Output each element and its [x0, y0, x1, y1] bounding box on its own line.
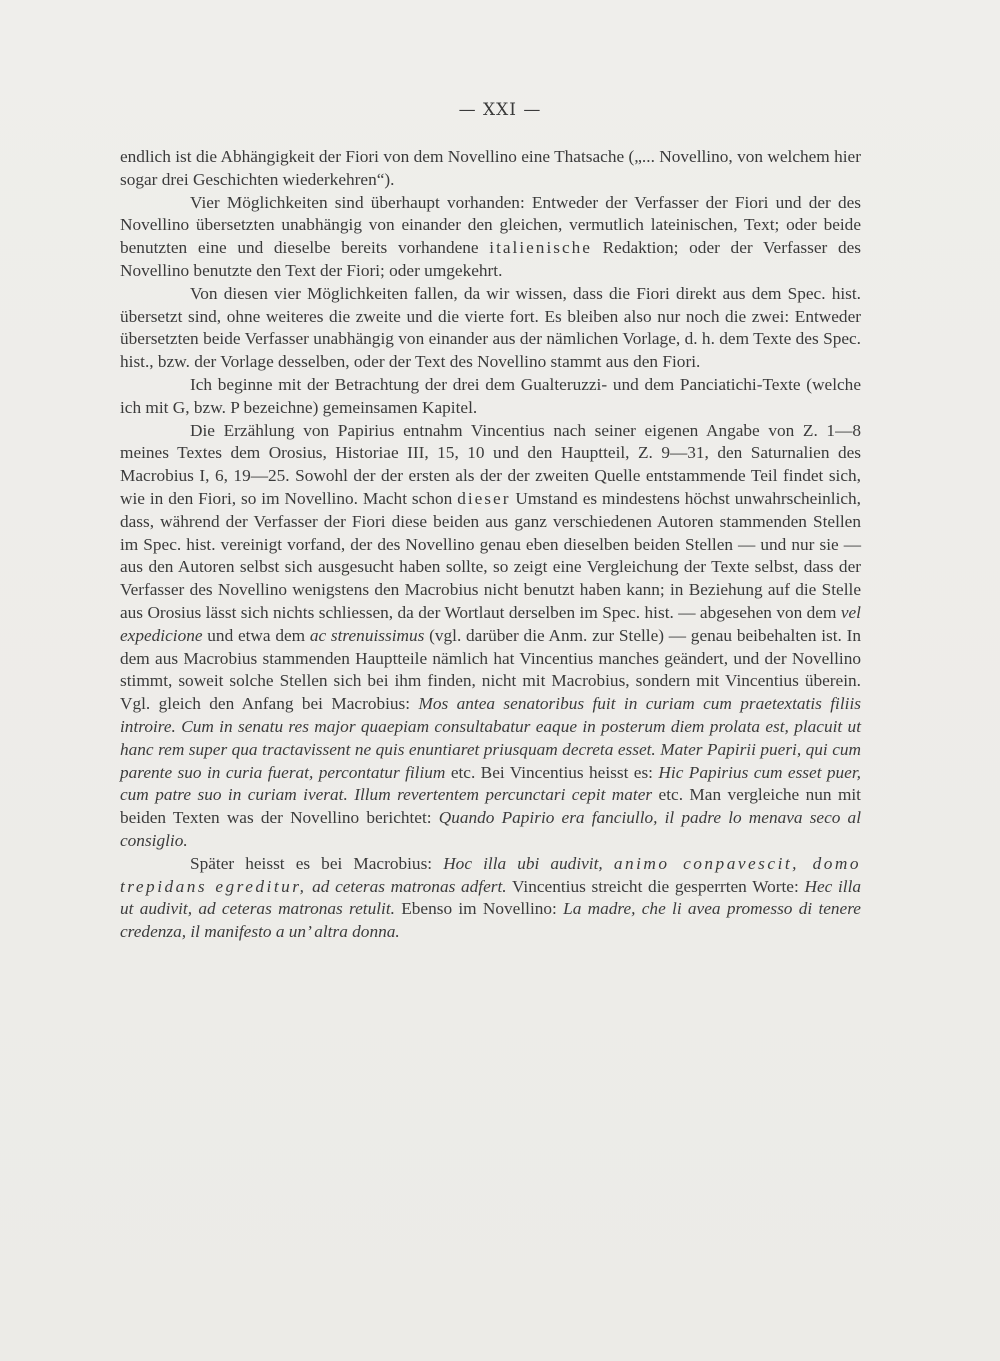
latin-quote: vel expedicione — [120, 602, 861, 645]
text-run: Ebenso im Novellino: — [394, 899, 564, 919]
text-run: Vincentius streicht die gesperrten Worte: — [506, 876, 805, 896]
body-text — [120, 146, 861, 944]
text-run: endlich ist die Abhängigkeit der Fiori von dem Novellino eine Thatsache („... Novellino, von welchem hier sogar drei Geschichten wiederkehren“). — [120, 147, 861, 189]
latin-quote: Hic Papirius cum esset puer, cum patre suo in curiam iverat. Illum revertentem percunctari cepit mater — [120, 762, 861, 805]
text-run: etc. Man vergleiche nun mit beiden Texten was der Novellino berichtet: — [120, 785, 861, 828]
paragraph — [120, 374, 861, 420]
text-run: italienische — [489, 238, 592, 258]
text-run: und etwa dem — [202, 625, 310, 645]
latin-quote: ad ceteras matronas adfert. — [306, 876, 507, 896]
latin-quote: animo conpavescit, domo trepidans egreditur, — [120, 853, 861, 896]
paragraph — [120, 420, 861, 853]
paragraph — [120, 853, 861, 944]
text-run: Später heisst es bei Macrobius: — [190, 853, 444, 873]
page-number: — XXI — — [458, 100, 542, 120]
paragraph — [120, 146, 861, 192]
latin-quote: Mos antea senatoribus fuit in curiam cum praetextatis filiis introire. Cum in senatu res major quaepiam consultabatur eaque in posterum diem prolata est, placuit ut hanc rem super qua tractavissent ne quis enuntiaret priusquam decreta esset. Mater Papirii pueri, qui cum parente suo in curia fuerat, percontatur filium — [120, 694, 861, 782]
text-run: Redaktion; oder der Verfasser des Novellino benutzte den Text der Fiori; oder umgekehrt. — [120, 238, 861, 280]
latin-quote: La madre, che li avea promesso di tenere credenza, il manifesto a un’ altra donna. — [120, 899, 861, 942]
latin-quote: ac strenuissimus — [309, 625, 425, 645]
latin-quote: Hec illa ut audivit, ad ceteras matronas retulit. — [120, 876, 862, 919]
text-run: Die Erzählung von Papirius entnahm Vincentius nach seiner eigenen Angabe von Z. 1—8 meines Textes dem Orosius, Historiae III, 15, 10 und den Hauptteil, Z. 9—31, den Saturnalien des Macrobius I, 6, 19—25. Sowohl der der ersten als der der zweiten Quelle entstammende Teil findet sich, wie in den Fiori, so im Novellino. Macht schon — [120, 420, 861, 508]
text-run: Vier Möglichkeiten sind überhaupt vorhanden: Entweder der Verfasser der Fiori und der des Novellino übersetzten unabhängig von einander den gleichen, vermutlich lateinischen, Text; oder beide benutzten eine und dieselbe bereits vorhandene — [120, 192, 861, 258]
latin-quote: Hoc illa ubi audivit, — [443, 853, 614, 873]
paragraph — [120, 192, 861, 283]
text-run: Von diesen vier Möglichkeiten fallen, da wir wissen, dass die Fiori direkt aus dem Spec. hist. übersetzt sind, ohne weiteres die zweite und die vierte fort. Es bleiben also nur noch die zwei: Entweder übersetzten beide Verfasser unabhängig von einander aus der nämlichen Vorlage, d. h. dem Texte des Spec. hist., bzw. der Vorlage desselben, oder der Text des Novellino stammt aus den Fiori. — [120, 283, 861, 372]
text-run: Umstand es mindestens höchst unwahrscheinlich, dass, während der Verfasser der Fiori diese beiden aus ganz verschiedenen Autoren stammenden Stellen im Spec. hist. vereinigt vorfand, der des Novellino genau eben dieselben beiden Stellen — und nur sie — aus den Autoren selbst sich ausgesucht haben sollte, so zeigt eine Vergleichung der Texte selbst, dass der Verfasser des Novellino wenigstens den Macrobius nicht benutzt haben kann; in Beziehung auf die Stelle aus Orosius lässt sich nichts schliessen, da der Wortlaut derselben im Spec. hist. — abgesehen von dem — [120, 488, 861, 622]
text-run: (vgl. darüber die Anm. zur Stelle) — genau beibehalten ist. In dem aus Macrobius stammenden Hauptteile nämlich hat Vincentius manches geändert, und der Novellino stimmt, soweit solche Stellen sich bei ihm finden, nicht mit Macrobius, sondern mit Vincentius überein. Vgl. gleich den Anfang bei Macrobius: — [120, 625, 862, 714]
paragraph — [120, 283, 861, 374]
text-run: dieser — [457, 488, 511, 508]
text-run: etc. Bei Vincentius heisst es: — [445, 762, 659, 782]
latin-quote: Quando Papirio era fanciullo, il padre lo menava seco al consiglio. — [120, 808, 861, 850]
text-run: Ich beginne mit der Betrachtung der drei dem Gualteruzzi- und dem Panciatichi-Texte (welche ich mit G, bzw. P bezeichne) gemeinsamen Kapitel. — [120, 374, 861, 417]
